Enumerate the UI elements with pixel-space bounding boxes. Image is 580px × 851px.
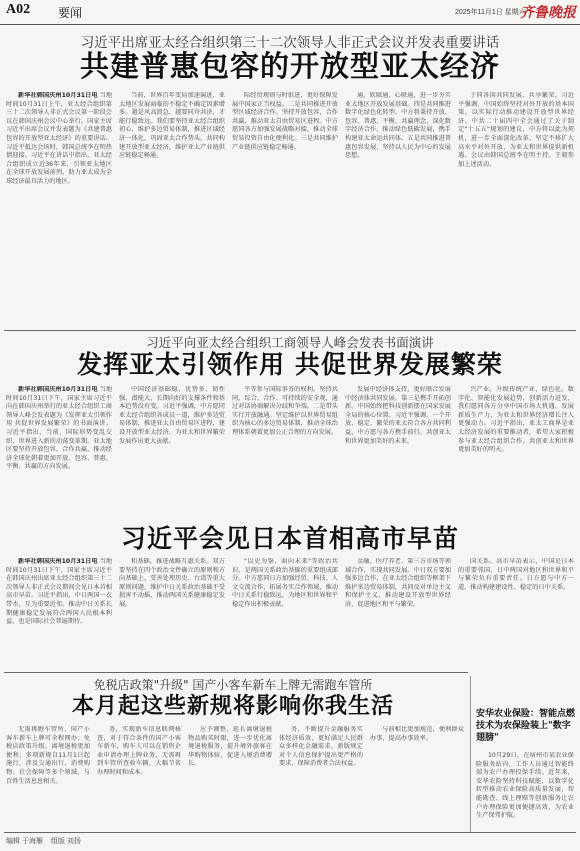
story2-dateline: 新华社韩国庆州10月31日电 bbox=[18, 386, 98, 393]
story2-column-2: 中国经济基础稳、优势多、韧性强、潜能大，长期向好的支撑条件和基本趋势没有变。习近平强调，中方愿同亚太经合组织各成员一道，维护多边贸易体制，推进亚太自由贸易区进程，建设开放型亚太经济，为亚太和世界繁荣发展作出更大贡献。 bbox=[119, 386, 225, 445]
issue-date: 2025年11月1日 星期六 bbox=[455, 9, 526, 16]
story2-column-3: 平等参与国际事务的权利。坚持共同、综合、合作、可持续的安全观，通过对话协商解决分歧和争端。二是带头实行开放融通。坚定维护以世界贸易组织为核心的多边贸易体制，推动全球治理体系朝着更加公正合理的方向发展。 bbox=[232, 386, 338, 436]
story1-dateline: 新华社韩国庆州10月31日电 bbox=[18, 92, 98, 99]
story1-column-2: 当前，世界百年变局加速演进，亚太地区发展面临的不稳定不确定因素增多。越是风高浪急，越要同舟共济，才能行稳致远。我们要坚持亚太经合组织初心，维护多边贸易体制，推进区域经济一体化，巩固亚太合作势头，共同构建开放型亚太经济，维护亚太产业链供应链稳定畅通。 bbox=[119, 92, 225, 160]
story2-kicker: 习近平向亚太经合组织工商领导人峰会发表书面演讲 bbox=[146, 335, 434, 350]
story3-headline: 习近平会见日本首相高市早苗 bbox=[120, 524, 459, 553]
story1-column-1: 新华社韩国庆州10月31日电 当地时间10月31日上午，亚太经合组织第三十二次领导人非正式会议第一阶段会议在韩国庆州会议中心举行。国家主席习近平出席会议并发表题为《共建普惠包容的开放型亚太经济》的重要讲话。习近平抵达会场时，韩国总统李在明热情迎接。习近平在讲话中指出，亚太经合组织成立近36年来，引领亚太地区在全球开放发展前列，助力亚太成为全球经济最具活力的地区。 bbox=[6, 92, 112, 185]
story2-column-4: 发展中经济体支持，更好联合发展中经济体共同发展。第三是携手开拓创新。中国始终把科技创新摆在国家发展全局的核心位置。习近平强调，一个开放、稳定、繁荣的亚太符合各方共同利益，中方愿与各方携手前行，共创亚太和世界更加美好的未来。 bbox=[345, 386, 451, 445]
masthead bbox=[0, 0, 580, 25]
column-divider bbox=[470, 676, 471, 832]
story2-headline: 发挥亚太引领作用 共促世界发展繁荣 bbox=[77, 350, 503, 379]
story4-column-2: 务，实现新车信息联网核查，对于符合条件的国产小客车新车，购车人可以在销售企业申请办理上牌业务，无需再到车管所查验车辆，大幅节省办理时间和成本。 bbox=[97, 726, 181, 776]
story3-dateline: 新华社韩国庆州10月31日电 bbox=[18, 558, 98, 565]
story3-column-3: "以史为鉴、面向未来"等政治共识，是两国关系政治基础的重要组成部分。中方愿同日方加强经贸、科技、人文交流合作，拓展务实合作领域，推动中日关系行稳致远，为地区和世界和平稳定作出积极贡献。 bbox=[232, 558, 338, 608]
footer-credits bbox=[6, 836, 87, 846]
footer-rule bbox=[4, 832, 576, 833]
story1-kicker: 习近平出席亚太经合组织第三十二次领导人非正式会议并发表重要讲话 bbox=[80, 35, 500, 51]
story3-column-1: 新华社韩国庆州10月31日电 当地时间10月31日下午，国家主席习近平在韩国庆州出席亚太经合组织第三十二次领导人非正式会议期间会见日本首相高市早苗。习近平指出，中日两国一衣带水，互为重要近邻。推动中日关系长期健康稳定发展符合两国人民根本利益，也是国际社会普遍期待。 bbox=[6, 558, 112, 626]
story4-column-3: 应予调整，延长离境退税物品购买时限，进一步优化离境退税服务，提升境外旅客在华购物体验，促进入境消费增长。 bbox=[188, 726, 272, 768]
story2-column-5: 兴产业，升级传统产业，绿色化、数字化、智能化发展趋势，创新活力迸发，我们愿同各方分享中国市场大机遇，发展新质生产力，为亚太和世界经济增长注入更强动力。习近平指出，亚太工商界是亚太经济发展的重要推动者，希望大家积极参与亚太经合组织合作，共创亚太和世界更加美好的明天。 bbox=[458, 386, 574, 454]
section-name: 要闻 bbox=[58, 6, 83, 20]
newspaper-logo: 齐鲁晚报 bbox=[520, 5, 576, 21]
story4-column-5: 与前相比更加规范，便利群众办事，提高办事效率。 bbox=[370, 726, 464, 742]
story1-column-5: 于同各国共同发展，共享繁荣。习近平强调，中国始终坚持对外开放的基本国策。以实际行动推动建设开放型世界经济。中共二十届四中全会通过了关于制定"十五五"规划的建议，中方将以此为契机，进一步全面深化改革、坚定不移扩大高水平对外开放，为亚太和世界提供新机遇。会议由韩国总统李在明主持。王毅参加上述活动。 bbox=[458, 92, 574, 168]
divider bbox=[4, 330, 576, 331]
story3-column-5: 国关系。高市早苗表示，中国是日本的重要邻国，日中两国对地区和世界和平与繁荣负有重要责任。日方愿与中方一道，推动构建建设性、稳定的日中关系。 bbox=[458, 558, 574, 591]
story2-column-1: 新华社韩国庆州10月31日电 当地时间10月31日下午，国家主席习近平向在韩国庆州举行的亚太经合组织工商领导人峰会发表题为《发挥亚太引领作用 共促世界发展繁荣》的书面演讲。习近平指出，当前，国际形势变乱交织，世界进入新的动荡变革期。亚太地区要坚持开放包容、合作共赢，推动经济全球化朝着更加开放、包容、普惠、平衡、共赢的方向发展。 bbox=[6, 386, 112, 471]
story3-column-4: 金融、医疗养老、第三方市场等领域合作，实现共同发展。中日双方要加强多边合作，在亚太经合组织等框架下维护多边贸易体制，共同反对单边主义和保护主义，推动建设开放型世界经济，促进地区和平与繁荣。 bbox=[345, 558, 451, 608]
story4-column-1: 无需再跑车管所，国产小客车新车上牌可全程网办；免税店政策升级，离境退税更加便利；多项新规自11月1日起施行，涉及交通出行、消费购物、社会保障等多个领域，与百姓生活息息相关。 bbox=[6, 726, 90, 785]
designer-credit: 组版 刘扬 bbox=[50, 838, 81, 845]
story1-column-4: 通、软联通、心联通，进一步夯实亚太地区开放发展基础。四是共同推进数字化绿色化转型。中方将秉持开放、包容、普惠、平衡、共赢理念，深化数字经济合作，推动绿色低碳发展，携手构建亚太命运共同体。五是共同推进普惠包容发展，坚持以人民为中心的发展思想。 bbox=[345, 92, 451, 160]
story3-column-2: 和基础，推进战略互惠关系。双方要坚持在四个政治文件确立的原则和方向基础上，妥善处理历史、台湾等重大原则问题，维护中日关系政治基础不受损害不动摇，推动两国关系健康稳定发展。 bbox=[119, 558, 225, 608]
story4-kicker: 免税店政策"升级" 国产小客车新车上牌无需跑车管所 bbox=[93, 678, 373, 692]
divider bbox=[4, 672, 468, 673]
story1-column-3: 际经贸规则与时俱进，更好保障发展中国家正当权益。二是共同推进开放型区域经济合作。坚持开放包容，合作共赢，推动亚太自由贸易区进程。中方愿同各方加强发展战略对接，推动全球贸易投资自由化便利化。三是共同维护产业链供应链稳定畅通。 bbox=[232, 92, 338, 151]
sidebar-headline: 安华农业保险：智能点燃技术为农保险装上"数字翅膀" bbox=[476, 709, 576, 743]
story1-headline: 共建普惠包容的开放型亚太经济 bbox=[79, 49, 500, 83]
editor-credit: 编辑 于海雁 bbox=[6, 838, 43, 845]
story4-headline: 本月起这些新规将影响你我生活 bbox=[71, 693, 394, 719]
story4-column-4: 务，不断提升金融服务实体经济质效，更好满足人民群众多样化金融需求。新版规定对个人信息保护提出更严格的要求，保障消费者合法权益。 bbox=[279, 726, 363, 768]
page-code: A02 bbox=[6, 2, 31, 17]
sidebar-body: 10月29日，在宿州市某农业保险服务站内，工作人员通过智能终端为农户办理投保手续。近年来，安华农险坚持科技赋能，以数字化转型推动农业保险高质量发展，智能勘查、线上理赔等创新服务让农户办理保险更加便捷高效，为农业生产保驾护航。 bbox=[476, 752, 574, 820]
